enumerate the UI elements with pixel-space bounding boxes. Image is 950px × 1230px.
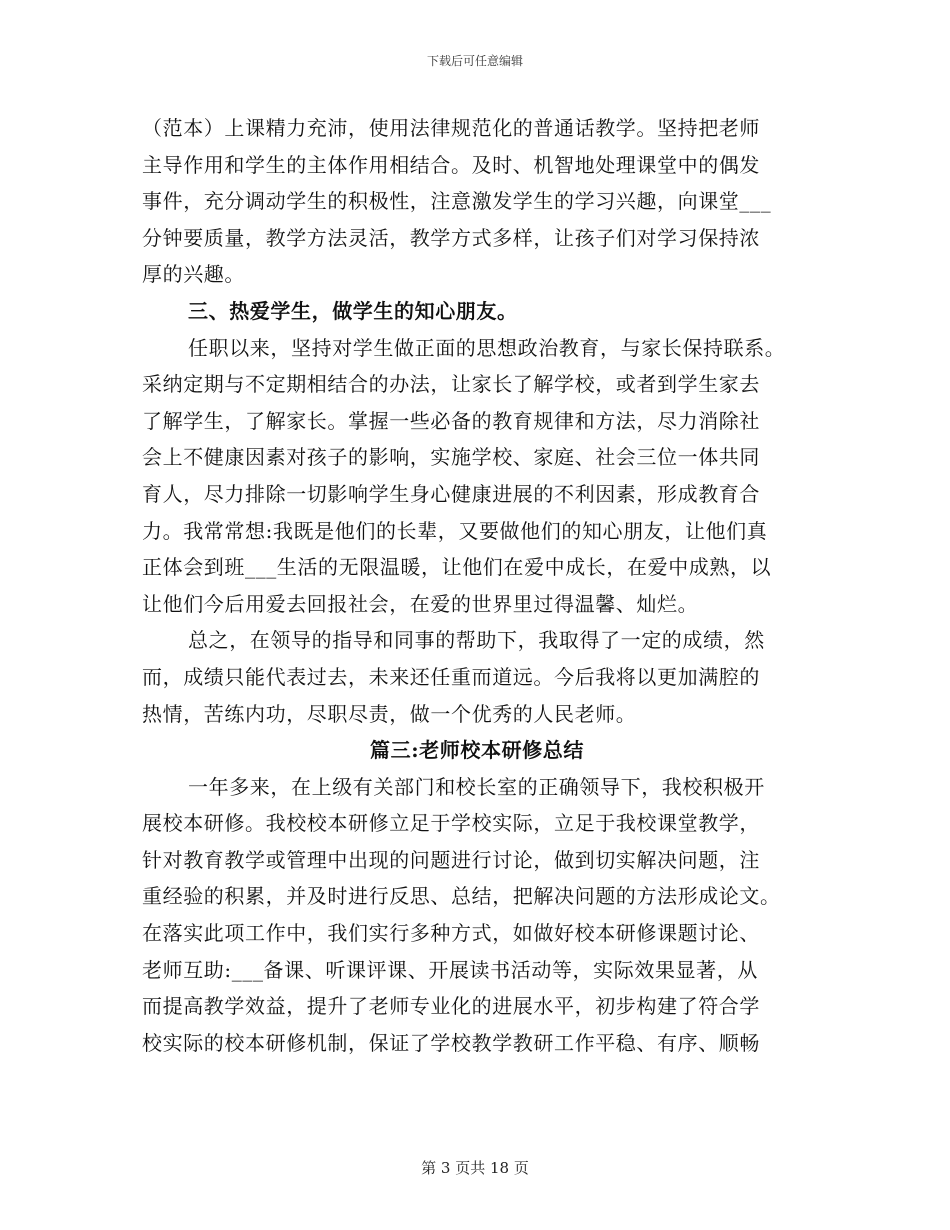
text-line: 热情，苦练内功，尽职尽责，做一个优秀的人民老师。 [142,701,637,726]
text-line: 育人，尽力排除一切影响学生身心健康进展的不利因素，形成教育合 [142,481,760,506]
text-line: 力。我常常想:我既是他们的长辈，又要做他们的知心朋友，让他们真 [142,518,768,543]
text-line: 展校本研修。我校校本研修立足于学校实际，立足于我校课堂教学， [142,811,760,836]
text-line: 厚的兴趣。 [142,262,245,287]
text-line: 正体会到班___生活的无限温暖，让他们在爱中成长，在爱中成熟，以 [142,555,772,580]
text-line: （范本）上课精力充沛，使用法律规范化的普通话教学。坚持把老师 [142,116,760,140]
text-line: 分钟要质量，教学方法灵活，教学方式多样，让孩子们对学习保持浓 [142,225,760,250]
text-line: 而提高教学效益，提升了老师专业化的进展水平，初步构建了符合学 [142,994,760,1019]
text-line: 一年多来，在上级有关部门和校长室的正确领导下，我校积极开 [188,774,765,799]
text-line: 总之，在领导的指导和同事的帮助下，我取得了一定的成绩，然 [188,628,765,653]
text-line: 主导作用和学生的主体作用相结合。及时、机智地处理课堂中的偶发 [142,152,760,177]
text-line: 事件，充分调动学生的积极性，注意激发学生的学习兴趣，向课堂___ [142,189,772,214]
text-line: 在落实此项工作中，我们实行多种方式，如做好校本研修课题讨论、 [142,921,760,946]
article-title: 篇三:老师校本研修总结 [370,738,584,763]
document-body [142,110,812,1061]
section-heading: 三、热爱学生，做学生的知心朋友。 [188,298,518,323]
page-header-note: 下载后可任意编辑 [426,54,523,68]
text-line: 了解学生，了解家长。掌握一些必备的教育规律和方法，尽力消除社 [142,408,760,433]
text-line: 校实际的校本研修机制，保证了学校教学教研工作平稳、有序、顺畅 [142,1030,760,1055]
text-line: 重经验的积累，并及时进行反思、总结，把解决问题的方法形成论文。 [142,884,781,909]
text-line: 让他们今后用爱去回报社会，在爱的世界里过得温馨、灿烂。 [142,591,699,616]
text-line: 而，成绩只能代表过去，未来还任重而道远。今后我将以更加满腔的 [142,664,760,689]
page-number-footer: 第 3 页共 18 页 [421,1159,529,1177]
text-line: 会上不健康因素对孩子的影响，实施学校、家庭、社会三位一体共同 [142,445,760,470]
text-line: 针对教育教学或管理中出现的问题进行讨论，做到切实解决问题，注 [142,847,760,872]
text-line: 老师互助:___备课、听课评课、开展读书活动等，实际效果显著，从 [142,957,758,982]
text-line: 任职以来，坚持对学生做正面的思想政治教育，与家长保持联系。 [188,335,786,360]
text-line: 采纳定期与不定期相结合的办法，让家长了解学校，或者到学生家去 [142,372,760,397]
